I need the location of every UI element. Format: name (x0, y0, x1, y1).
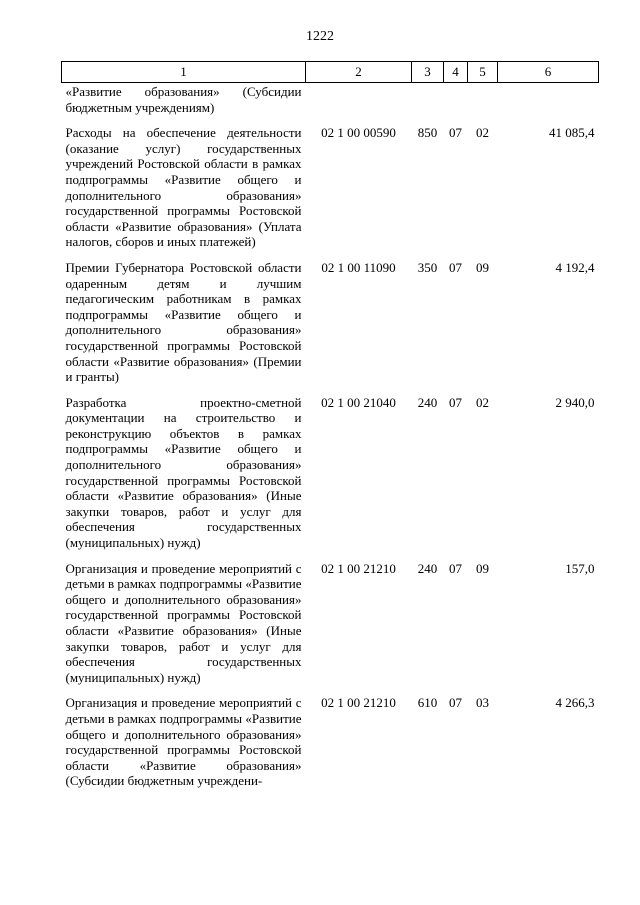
row-code: 02 1 00 11090 (321, 259, 396, 275)
table-row (62, 695, 599, 789)
table-row (62, 395, 599, 561)
column-header-6: 6 (498, 62, 599, 83)
row-description: Организация и проведение мероприятий с детьми в рамках подпрограммы «Развитие общего и дополнительного образования» государственной программы Ростовской области «Развитие образования» (Субсидии бюджетным учреждени- (65, 695, 302, 789)
column-header-3: 3 (412, 62, 444, 83)
row-amount (498, 83, 599, 126)
budget-table (61, 61, 599, 789)
row-expense-type: 240 (417, 394, 438, 410)
table-row (62, 561, 599, 696)
row-section: 07 (449, 695, 462, 711)
row-expense-type: 350 (417, 259, 438, 275)
row-subsection: 09 (476, 259, 489, 275)
row-amount: 4 192,4 (555, 259, 595, 275)
row-description: Организация и проведение мероприятий с детьми в рамках подпрограммы «Развитие общего и дополнительного образования» государственной программы Ростовской области «Развитие образования» (Иные закупки товаров, работ и услуг для обеспечения государственных (муниципальных) нужд) (65, 560, 302, 685)
table-header-row (62, 62, 599, 83)
row-section (444, 83, 468, 126)
column-header-2: 2 (306, 62, 412, 83)
row-amount: 41 085,4 (549, 125, 595, 141)
row-subsection: 09 (476, 560, 489, 576)
page-number: 1222 (306, 29, 334, 44)
row-code: 02 1 00 21040 (321, 394, 396, 410)
row-expense-type: 850 (417, 125, 438, 141)
row-expense-type: 240 (417, 560, 438, 576)
row-code: 02 1 00 21210 (321, 560, 396, 576)
row-description: Расходы на обеспечение деятельности (оказание услуг) государственных учреждений Ростовской области в рамках подпрограммы «Развитие общего и дополнительного образования» государственной программы Ростовской области «Развитие образования» (Уплата налогов, сборов и иных платежей) (65, 125, 302, 250)
column-header-4: 4 (444, 62, 468, 83)
row-code (306, 83, 412, 126)
row-code: 02 1 00 00590 (321, 125, 396, 141)
table-row (62, 125, 599, 260)
row-subsection: 02 (476, 394, 489, 410)
row-description: Разработка проектно-сметной документации на строительство и реконструкцию объектов в рамках подпрограммы «Развитие общего и дополнительного образования» государственной программы Ростовской области «Развитие образования» (Иные закупки товаров, работ и услуг для обеспечения государственных (муниципальных) нужд) (65, 394, 302, 551)
column-header-5: 5 (468, 62, 498, 83)
row-amount: 157,0 (565, 560, 595, 576)
row-section: 07 (449, 259, 462, 275)
row-expense-type (412, 83, 444, 126)
row-subsection (468, 83, 498, 126)
row-subsection: 03 (476, 695, 489, 711)
row-subsection: 02 (476, 125, 489, 141)
row-section: 07 (449, 394, 462, 410)
row-description: Премии Губернатора Ростовской области одаренным детям и лучшим педагогическим работникам в рамках подпрограммы «Развитие общего и дополнительного образования» государственной программы Ростовской области «Развитие образования» (Премии и гранты) (65, 259, 302, 385)
row-section: 07 (449, 560, 462, 576)
row-code: 02 1 00 21210 (321, 695, 396, 711)
row-section: 07 (449, 125, 462, 141)
row-amount: 2 940,0 (555, 394, 595, 410)
column-header-1: 1 (62, 62, 306, 83)
row-expense-type: 610 (417, 695, 438, 711)
table-row (62, 260, 599, 395)
row-amount: 4 266,3 (555, 695, 595, 711)
row-description: «Развитие образования» (Субсидии бюджетным учреждениям) (65, 84, 302, 115)
table-row (62, 83, 599, 126)
